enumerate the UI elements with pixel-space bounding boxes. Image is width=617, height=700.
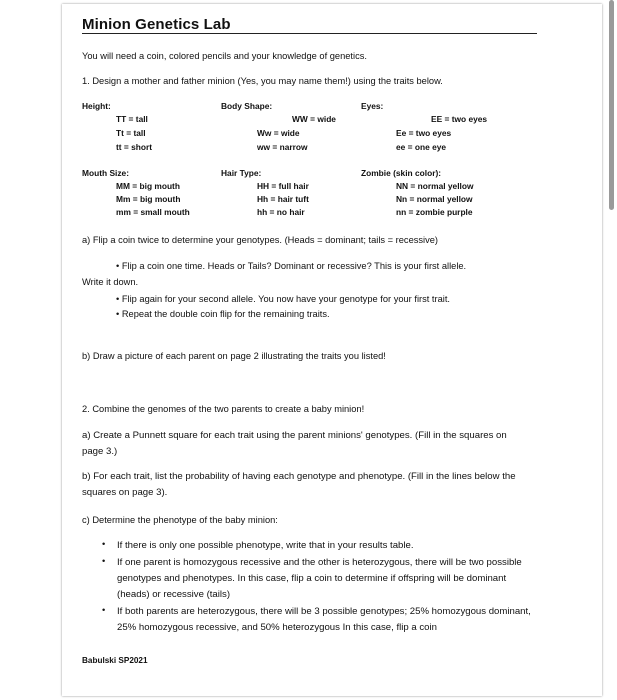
body-shape-item: Ww = wide	[257, 128, 300, 138]
body-shape-item: ww = narrow	[257, 142, 308, 152]
part-a-text: a) Flip a coin twice to determine your genotypes. (Heads = dominant; tails = recessive)	[82, 235, 439, 245]
part-b-text: b) Draw a picture of each parent on page 2 illustrating the traits you listed!	[82, 351, 386, 361]
c-bullet-2: If one parent is homozygous recessive and the other is heterozygous, there will be two possible genotypes and phenotypes. In this case, flip a coin to determine if offspring will be dominant (heads) or recessive (tails)	[117, 557, 522, 600]
mouth-size-item: MM = big mouth	[116, 181, 180, 191]
body-shape-label: Body Shape:	[221, 101, 273, 111]
body-shape-item: WW = wide	[292, 114, 336, 124]
step1-text: 1. Design a mother and father minion (Yes, you may name them!) using the traits below.	[82, 76, 443, 86]
height-item: tt = short	[116, 142, 153, 152]
intro-text: You will need a coin, colored pencils and your knowledge of genetics.	[82, 51, 367, 61]
a-bullet-1-cont: Write it down.	[82, 277, 139, 287]
hair-type-item: hh = no hair	[257, 207, 305, 217]
height-item: Tt = tall	[116, 128, 146, 138]
height-label: Height:	[82, 101, 111, 111]
c-bullet-dot: •	[102, 556, 106, 566]
page-title: Minion Genetics Lab	[82, 16, 231, 33]
eyes-item: EE = two eyes	[431, 114, 488, 124]
a-bullet-1: • Flip a coin one time. Heads or Tails? Dominant or recessive? This is your first allele.	[116, 261, 467, 271]
mouth-size-item: Mm = big mouth	[116, 194, 181, 204]
step2-c-text: c) Determine the phenotype of the baby minion:	[82, 515, 278, 525]
zombie-item: Nn = normal yellow	[396, 194, 473, 204]
c-bullet-dot: •	[102, 605, 106, 615]
hair-type-item: HH = full hair	[257, 181, 309, 191]
eyes-item: ee = one eye	[396, 142, 447, 152]
zombie-item: NN = normal yellow	[396, 181, 474, 191]
eyes-item: Ee = two eyes	[396, 128, 452, 138]
zombie-label: Zombie (skin color):	[361, 168, 442, 178]
hair-type-item: Hh = hair tuft	[257, 194, 309, 204]
zombie-item: nn = zombie purple	[396, 207, 473, 217]
mouth-size-item: mm = small mouth	[116, 207, 190, 217]
a-bullet-2: • Flip again for your second allele. You now have your genotype for your first trait.	[116, 294, 450, 304]
step2-b-text: b) For each trait, list the probability of having each genotype and phenotype. (Fill in the lines below the squares on page 3).	[82, 471, 516, 498]
a-bullet-3: • Repeat the double coin flip for the remaining traits.	[116, 309, 330, 319]
c-bullet-3: If both parents are heterozygous, there will be 3 possible genotypes; 25% homozygous dominant, 25% homozygous recessive, and 50% heterozygous In this case, flip a coin	[117, 606, 531, 633]
scrollbar-thumb[interactable]	[609, 0, 614, 210]
height-item: TT = tall	[116, 114, 148, 124]
c-bullet-1: If there is only one possible phenotype, write that in your results table.	[117, 540, 414, 551]
c-bullet-dot: •	[102, 539, 106, 549]
mouth-size-label: Mouth Size:	[82, 168, 129, 178]
hair-type-label: Hair Type:	[221, 168, 262, 178]
footer-signature: Babulski SP2021	[82, 656, 148, 665]
step2-a-text: a) Create a Punnett square for each trait using the parent minions' genotypes. (Fill in the squares on page 3.)	[82, 430, 507, 457]
eyes-label: Eyes:	[361, 101, 384, 111]
title-underline	[82, 33, 537, 34]
step2-text: 2. Combine the genomes of the two parents to create a baby minion!	[82, 404, 365, 414]
